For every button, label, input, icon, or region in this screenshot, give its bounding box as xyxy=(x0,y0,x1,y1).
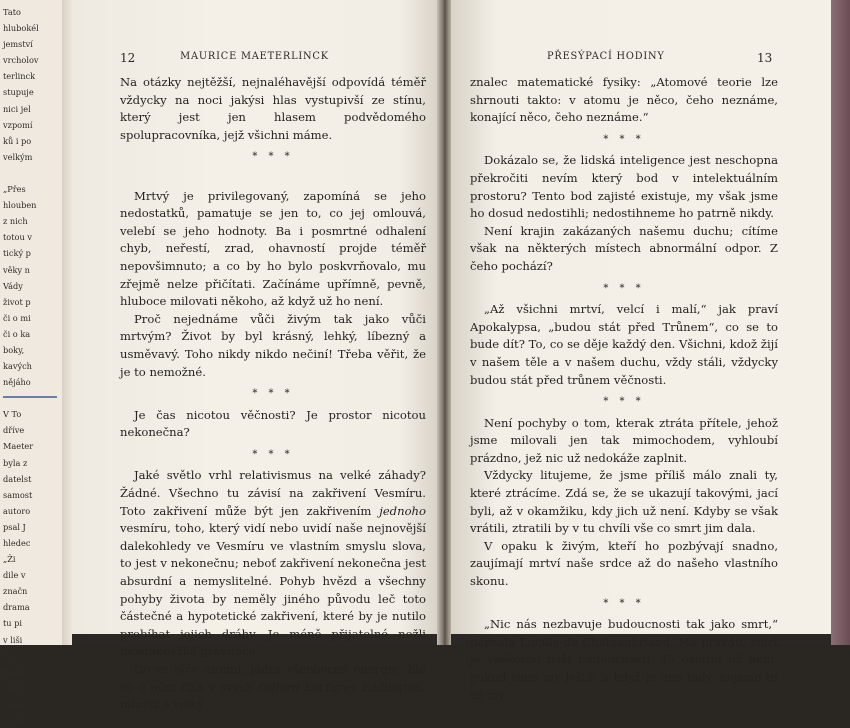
underlying-line: nici jel xyxy=(3,103,31,114)
paragraph: Jaké světlo vrhl relativismus na velké záhady? Žádné. Všechno tu závisí na zakřivení Vesmíru. Toto zakřivení může být jen zakřivením jednoho vesmíru, toho, který vidí nebo uvidí naše nejnovější dalekohledy ve Vesmíru ve vlastním smyslu slova, to jest v nekonečnu; neboť zakřivení nekonečna jest absurdní a nemyslitelné. Pohyb hvězd a všechny pohyby života by neměly jiného původu leč toto částečné a hypotetické zakřivení, které by je nutilo probíhat jejich dráhy. Je méně přijatelné nežli newtonovská gravitace. xyxy=(120,468,426,659)
right-page-number: 13 xyxy=(757,51,773,65)
underlying-line: terlinck xyxy=(3,71,36,82)
underlying-line: velkým xyxy=(3,151,33,162)
paragraph: Co se týče atomu, jádra všeobecné energie, hle co o něm říká v svých Gifford Lectures Eddington, mluvčí a velký xyxy=(120,662,426,712)
underlying-line: Maeter xyxy=(3,441,34,452)
underlying-line: vzpomí xyxy=(3,119,33,130)
paragraph: „Nic nás nezbavuje budoucnosti tak jako smrt,“ napsala Lucille de Chateaubriand. Má pravdu; smrt je veškerou naší budoucností. To ostatní už není, pokud jsme my ještě; a když je ona tady, nejsme tu už my. xyxy=(470,617,778,702)
section-separator: * * * xyxy=(603,396,645,408)
section-separator: * * * xyxy=(603,597,645,609)
underlying-line: či o mi xyxy=(3,312,31,323)
underlying-line: byla z xyxy=(3,457,28,468)
underlying-line: drama xyxy=(3,602,30,613)
underlying-line: z nich xyxy=(3,216,28,227)
underlying-line: autoro xyxy=(3,505,31,516)
underlying-line: boky, xyxy=(3,344,25,355)
right-page xyxy=(451,0,831,702)
underlying-line: kavých xyxy=(3,361,32,372)
underlying-line: datelst xyxy=(3,473,32,484)
underlying-line: jemství xyxy=(3,39,33,50)
underlying-page-text xyxy=(3,4,63,728)
underlying-line: pisem xyxy=(3,715,28,726)
paragraph: Na otázky nejtěžší, nejnaléhavější odpovídá téměř vždycky na noci jakýsi hlas vystupivší ze stínu, který jest jen hlasem podvědomého spolupracovníka, jejž všichni máme. xyxy=(120,75,426,142)
section-separator: * * * xyxy=(252,151,294,163)
underlying-line: hledec xyxy=(3,538,31,548)
section-separator: * * * xyxy=(603,133,645,145)
underlying-line: tický p xyxy=(3,248,31,259)
section-separator: * * * xyxy=(252,388,294,400)
underlying-line: zaná xyxy=(3,698,23,709)
underlying-line: hlubokél xyxy=(3,23,39,34)
underlying-line: dříve xyxy=(3,425,25,436)
page-edge-strip xyxy=(62,0,72,645)
underlying-line: Tato xyxy=(3,7,21,17)
left-running-head: MAURICE MAETERLINCK xyxy=(180,51,329,62)
underlying-line: hlouben xyxy=(3,200,37,211)
paragraph: Vždycky litujeme, že jsme příliš málo znali ty, které ztrácíme. Zdá se, že se ukazují takovými, jací byli, až v okamžiku, kdy jich už není. Kdyby se však vrátili, ztratili by v tu chvíli vše co smrt jim dala. xyxy=(470,468,778,536)
underlying-line: v liši xyxy=(3,634,23,645)
right-page-body xyxy=(470,74,778,704)
underlying-line: věky n xyxy=(3,264,30,275)
book-cover-edge xyxy=(831,0,850,645)
underlying-line: stupuje xyxy=(3,87,34,98)
underlying-line: tu pi xyxy=(3,618,23,629)
paragraph: znalec matematické fysiky: „Atomové teorie lze shrnouti takto: v atomu je něco, čeho neznáme, konající něco, čeho neznáme.“ xyxy=(470,75,778,125)
paragraph: Proč nejednáme vůči živým tak jako vůči mrtvým? Život by byl krásný, lehký, líbezný a usměvavý. Toho nikdy nikdo nečiní! Třeba věřit, že je to nemožné. xyxy=(120,311,426,379)
paragraph: Není pochyby o tom, kterak ztráta přítele, jehož jsme milovali jen tak mimochodem, vyhloubí prázdno, jež nic už nedokáže zaplnit. xyxy=(470,415,778,465)
underlying-line: dile v xyxy=(3,570,26,581)
left-page-body xyxy=(120,74,426,714)
right-running-head: PŘESÝPACÍ HODINY xyxy=(547,51,665,62)
underlying-line: „Přes xyxy=(3,184,26,195)
underlying-line: totou v xyxy=(3,232,32,243)
underlying-line: psal J xyxy=(3,521,26,532)
underlying-page-fragment xyxy=(0,0,63,726)
underlying-line: „Ži xyxy=(3,554,16,565)
underlying-line: nějáho xyxy=(3,377,31,388)
underlying-line: vrcholov xyxy=(3,55,39,66)
section-separator: * * * xyxy=(603,282,645,294)
left-page-number: 12 xyxy=(120,51,136,65)
underlying-line: či o ka xyxy=(3,328,31,339)
left-page xyxy=(72,0,437,712)
underlying-line xyxy=(3,165,63,181)
underlying-line: život p xyxy=(3,296,31,307)
underlying-line: značn xyxy=(3,586,28,597)
underlying-line: Vády xyxy=(3,280,23,291)
underlying-page-rule xyxy=(3,396,57,398)
paragraph-gap xyxy=(120,170,426,188)
paragraph: Je čas nicotou věčnosti? Je prostor nicotou nekonečna? xyxy=(120,407,426,440)
underlying-line: V To xyxy=(3,409,22,420)
paragraph: „Až všichni mrtví, velcí i malí,“ jak praví Apokalypsa, „budou stát před Trůnem“, co se to bude dít? To, co se děje každý den. Všichni, kdož žijí v našem těle a v našem duchu, vždy stáli, vždycky budou stát před trůnem věčnosti. xyxy=(470,302,778,387)
paragraph: Dokázalo se, že lidská inteligence jest neschopna překročiti nevím který bod v intelektuálním prostoru? Tento bod zajisté existuje, my však jsme ho dosud nedostihli; nedostihneme ho patrně nikdy. xyxy=(470,153,778,221)
paragraph: Není krajin zakázaných našemu duchu; cítíme však na některých místech abnormální odpor. Z čeho pochází? xyxy=(470,223,778,273)
paragraph: Mrtvý je privilegovaný, zapomíná se jeho nedostatků, pamatuje se jen to, co jej omlouvá, velebí se jeho hodnoty. Ba i posmrtné odhalení chyb, neřestí, zrad, ohavností projde téměř nepovšimnuto; a co by ho bylo poskvrňovalo, mu zřejmě nelze přičítati. Začínáme upřímně, pevně, hluboce milovati někoho, až když už ho není. xyxy=(120,188,426,309)
underlying-line: Snižer xyxy=(3,682,30,693)
book-gutter xyxy=(437,0,451,645)
section-separator: * * * xyxy=(252,448,294,460)
underlying-line: V a xyxy=(3,650,17,661)
underlying-line: Rašín xyxy=(3,666,27,677)
paragraph: V opaku k živým, kteří ho pozbývají snadno, zaujímají mrtví naše srdce až do našeho vlastního skonu. xyxy=(470,538,778,589)
underlying-line: ků i po xyxy=(3,135,32,146)
underlying-line: samost xyxy=(3,489,33,500)
